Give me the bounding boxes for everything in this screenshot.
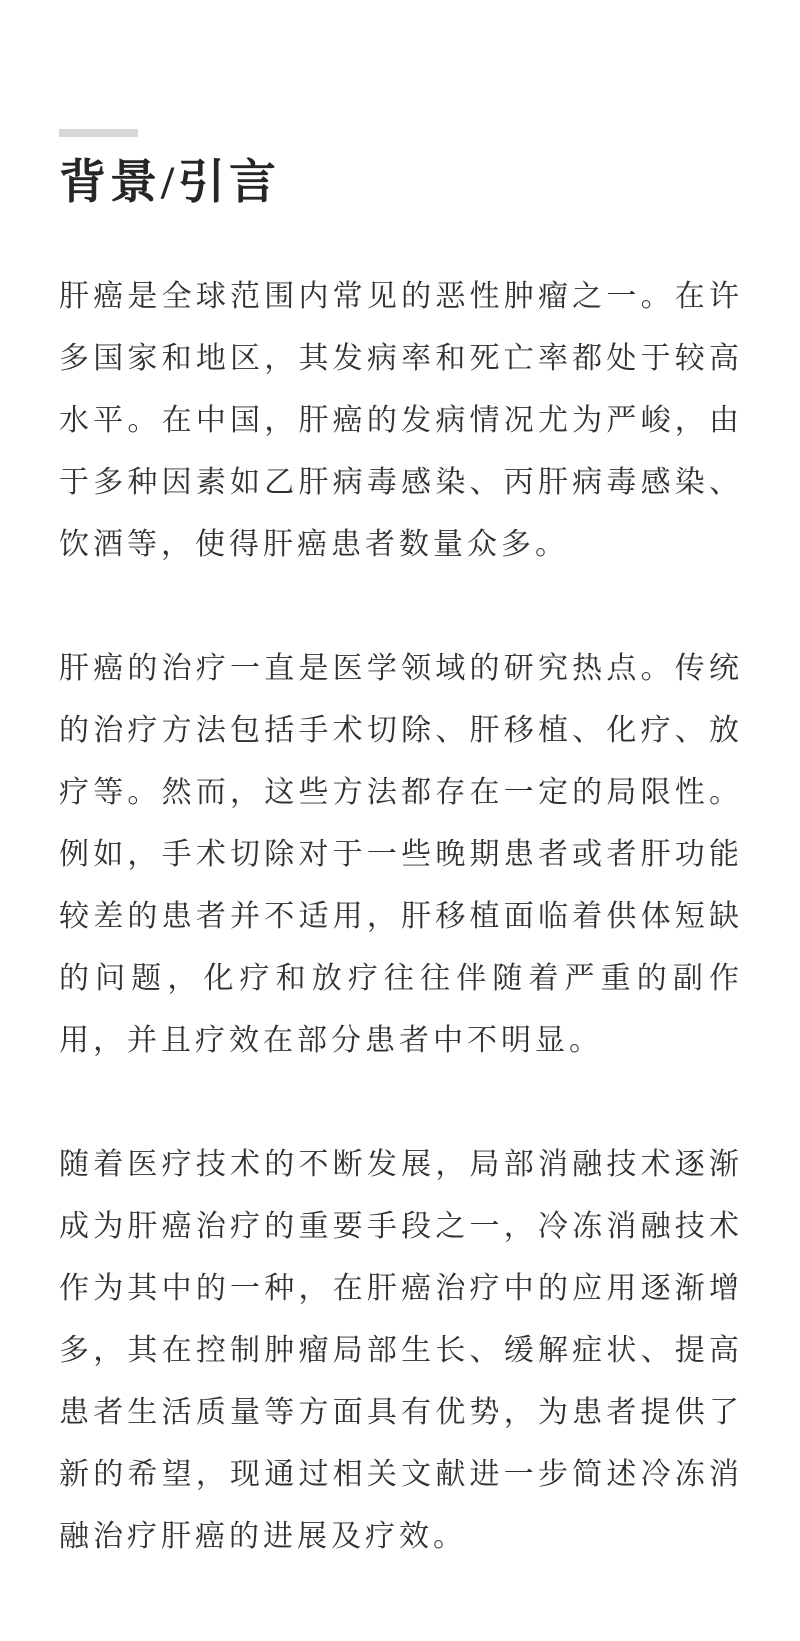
paragraph-background-1: 肝癌是全球范围内常见的恶性肿瘤之一。在许多国家和地区，其发病率和死亡率都处于较高水平。在中国，肝癌的发病情况尤为严峻，由于多种因素如乙肝病毒感染、丙肝病毒感染、饮酒等，使得肝癌患者数量众多。: [59, 280, 743, 561]
paragraph-background-2: 肝癌的治疗一直是医学领域的研究热点。传统的治疗方法包括手术切除、肝移植、化疗、放疗等。然而，这些方法都存在一定的局限性。例如，手术切除对于一些晚期患者或者肝功能较差的患者并不适用，肝移植面临着供体短缺的问题，化疗和放疗往往伴随着严重的副作用，并且疗效在部分患者中不明显。: [59, 652, 743, 1057]
paragraph-background-3: 随着医疗技术的不断发展，局部消融技术逐渐成为肝癌治疗的重要手段之一，冷冻消融技术作为其中的一种，在肝癌治疗中的应用逐渐增多，其在控制肿瘤局部生长、缓解症状、提高患者生活质量等方面具有优势，为患者提供了新的希望，现通过相关文献进一步简述冷冻消融治疗肝癌的进展及疗效。: [59, 1148, 743, 1553]
accent-bar: [59, 129, 138, 137]
section-title: 背景/引言: [59, 157, 281, 209]
